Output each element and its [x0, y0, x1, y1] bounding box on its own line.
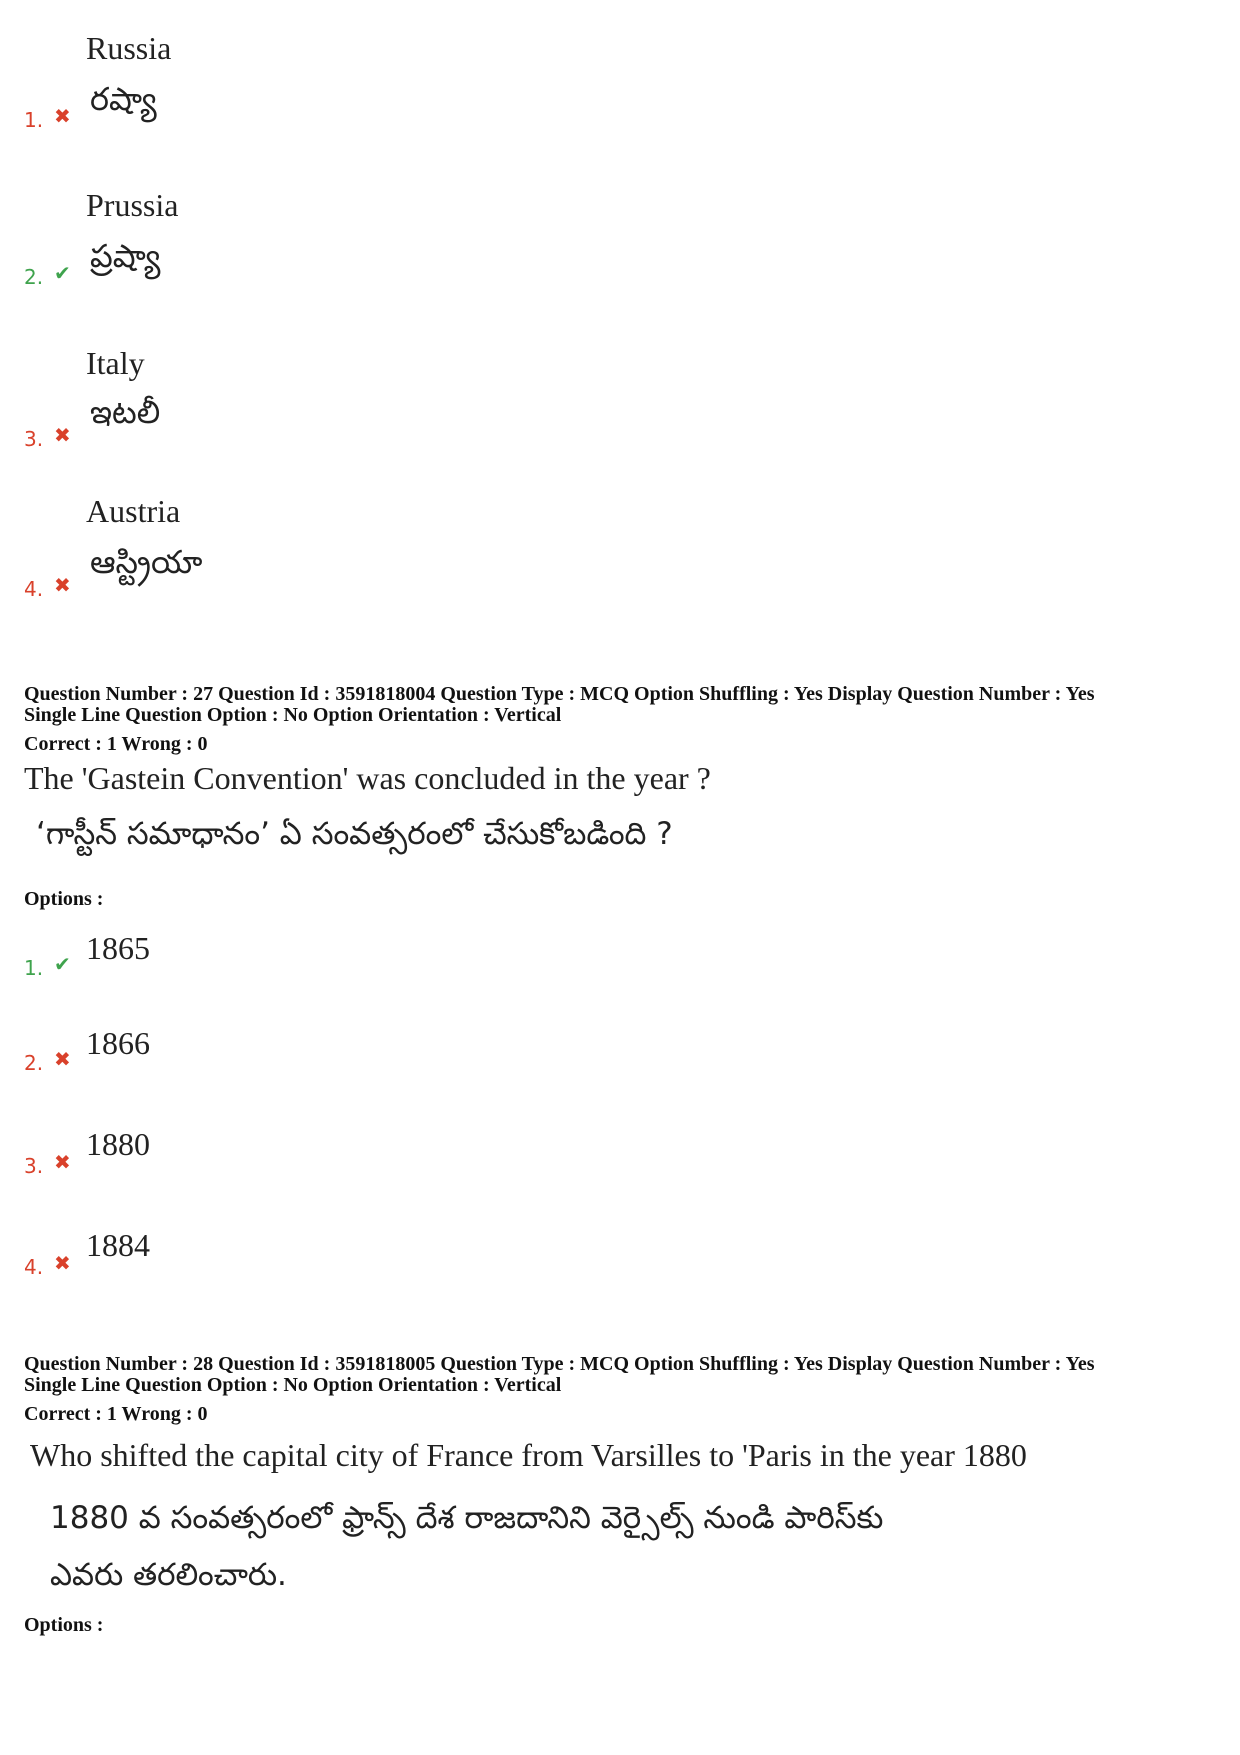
- option-number: 2.: [24, 1051, 44, 1075]
- option-number: 1.: [24, 108, 44, 132]
- option-text-en: Italy: [86, 345, 145, 381]
- question-text-te: ‘గాస్టీన్ సమాధానం’ ఏ సంవత్సరంలో చేసుకోబడింది ?: [36, 816, 673, 852]
- question-meta-line2: Single Line Question Option : No Option Orientation : Vertical: [24, 1374, 562, 1396]
- question-text-te-line2: ఎవరు తరలించారు.: [50, 1557, 287, 1593]
- option-value: 1866: [86, 1025, 150, 1061]
- question-text-en: Who shifted the capital city of France from Varsilles to 'Paris in the year 1880: [30, 1437, 1027, 1473]
- question-text-en: The 'Gastein Convention' was concluded in the year ?: [24, 760, 711, 796]
- option-1: [0, 30, 600, 140]
- option-number: 1.: [24, 956, 44, 980]
- marks-line: Correct : 1 Wrong : 0: [24, 1403, 208, 1425]
- option-4: [0, 1227, 600, 1277]
- options-label: Options :: [24, 1614, 104, 1636]
- option-number: 3.: [24, 427, 44, 451]
- wrong-icon: ✖: [54, 104, 71, 128]
- option-number: 2.: [24, 265, 44, 289]
- option-value: 1865: [86, 930, 150, 966]
- option-text-en: Austria: [86, 493, 181, 529]
- marks-line: Correct : 1 Wrong : 0: [24, 733, 208, 755]
- wrong-icon: ✖: [54, 573, 71, 597]
- wrong-icon: ✖: [54, 1047, 71, 1071]
- correct-check-icon: ✔: [54, 261, 71, 285]
- option-value: 1880: [86, 1126, 150, 1162]
- option-number: 3.: [24, 1154, 44, 1178]
- question-text-te-line1: 1880 వ సంవత్సరంలో ఫ్రాన్స్ దేశ రాజదానిని వెర్సైల్స్ నుండి పారిస్‌కు: [50, 1500, 884, 1536]
- wrong-icon: ✖: [54, 1251, 71, 1275]
- option-value: 1884: [86, 1227, 150, 1263]
- wrong-icon: ✖: [54, 423, 71, 447]
- option-text-te: ప్రష్యా: [90, 237, 161, 275]
- option-4: [0, 493, 600, 603]
- question-meta-line1: Question Number : 27 Question Id : 3591818004 Question Type : MCQ Option Shuffling : Yes Display Question Number : Yes: [24, 683, 1095, 705]
- option-1: [0, 930, 600, 980]
- options-label: Options :: [24, 888, 104, 910]
- option-text-te: ఆస్ట్రియా: [90, 543, 203, 581]
- option-3: [0, 1126, 600, 1176]
- option-2: [0, 1025, 600, 1075]
- question-meta-line1: Question Number : 28 Question Id : 3591818005 Question Type : MCQ Option Shuffling : Yes Display Question Number : Yes: [24, 1353, 1095, 1375]
- option-3: [0, 345, 600, 455]
- option-number: 4.: [24, 1255, 44, 1279]
- option-text-en: Russia: [86, 30, 172, 66]
- option-text-en: Prussia: [86, 187, 179, 223]
- correct-check-icon: ✔: [54, 952, 71, 976]
- option-text-te: రష్యా: [90, 80, 157, 118]
- question-meta-line2: Single Line Question Option : No Option Orientation : Vertical: [24, 704, 562, 726]
- wrong-icon: ✖: [54, 1150, 71, 1174]
- option-text-te: ఇటలీ: [90, 393, 161, 431]
- option-2: [0, 187, 600, 297]
- option-number: 4.: [24, 577, 44, 601]
